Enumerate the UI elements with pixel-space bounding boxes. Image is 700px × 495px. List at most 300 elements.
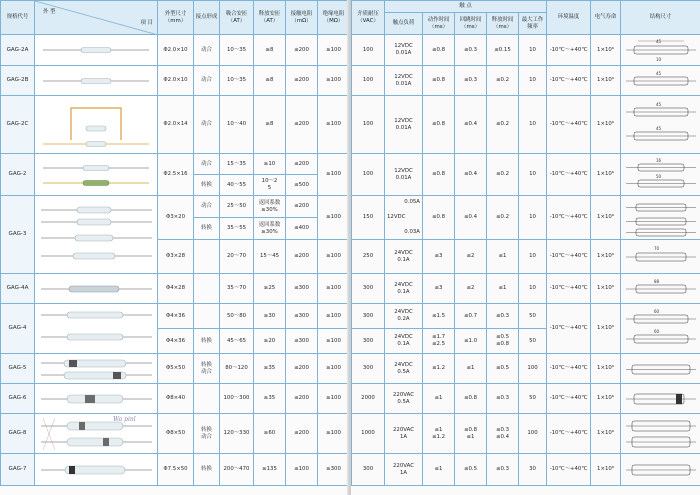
pull-in-value: 45～65 bbox=[220, 329, 254, 354]
freq-value: 10 bbox=[519, 274, 547, 304]
table-row bbox=[352, 454, 700, 486]
release-time-value: ≤0.2 bbox=[487, 196, 519, 240]
release-value: ≥8 bbox=[254, 66, 286, 96]
release-time-value: ≤0.3 bbox=[487, 454, 519, 486]
life-value: 1×10⁶ bbox=[591, 35, 621, 66]
table-row bbox=[1, 304, 350, 329]
contact-res-value: ≤300 bbox=[286, 274, 318, 304]
freq-value: 10 bbox=[519, 35, 547, 66]
right-page bbox=[351, 0, 700, 495]
release-value: ≥30 bbox=[254, 304, 286, 329]
freq-value: 10 bbox=[519, 240, 547, 274]
load-value: 24VDC 0.5A bbox=[385, 354, 423, 384]
contact-res-value: ≤200 bbox=[286, 154, 318, 175]
insulation-res-value: ≥100 bbox=[318, 304, 350, 329]
table-row bbox=[352, 154, 700, 196]
size-value: Φ2.0×10 bbox=[158, 35, 194, 66]
dimension-drawing bbox=[624, 156, 698, 194]
dielectric-value: 300 bbox=[352, 329, 385, 354]
model-code: GAG-6 bbox=[1, 384, 35, 414]
structure-drawing bbox=[621, 274, 700, 304]
dimension-label: 45 bbox=[655, 125, 661, 131]
reed-switch-image bbox=[41, 158, 151, 192]
left-page bbox=[0, 0, 349, 495]
reed-switch-image bbox=[41, 76, 151, 86]
insulation-res-value: ≥100 bbox=[318, 274, 350, 304]
temp-value: -10℃～+40℃ bbox=[547, 35, 591, 66]
bounce-time-value: ≤1.0 bbox=[455, 329, 487, 354]
bounce-time-value: ≤2 bbox=[455, 240, 487, 274]
freq-value: 50 bbox=[519, 329, 547, 354]
temp-value: -10℃～+40℃ bbox=[547, 354, 591, 384]
contact-res-value: ≤200 bbox=[286, 35, 318, 66]
insulation-res-value: ≥100 bbox=[318, 384, 350, 414]
temp-value: -10℃～+40℃ bbox=[547, 196, 591, 240]
pull-in-value: 10～40 bbox=[220, 96, 254, 154]
contact-form-value: 转换 bbox=[194, 175, 220, 196]
contact-form-value: 转换 动合 bbox=[194, 354, 220, 384]
release-value: 15～45 bbox=[254, 240, 286, 274]
load-value: 220VAC 1A bbox=[385, 414, 423, 454]
release-value: ≥25 bbox=[254, 274, 286, 304]
pull-in-value: 200～470 bbox=[220, 454, 254, 486]
freq-value: 10 bbox=[519, 196, 547, 240]
table-row bbox=[352, 196, 700, 240]
header-contact-group: 触 点 bbox=[385, 1, 547, 13]
product-photo bbox=[35, 354, 158, 384]
freq-value: 10 bbox=[519, 154, 547, 196]
header-shape: 外 型 bbox=[43, 8, 56, 15]
contact-res-value: ≤300 bbox=[286, 329, 318, 354]
size-value: Φ4×36 bbox=[158, 304, 194, 329]
pull-in-value: 40～55 bbox=[220, 175, 254, 196]
bounce-time-value: ≤1 bbox=[455, 354, 487, 384]
dimension-drawing bbox=[624, 277, 698, 301]
load-value: 24VDC 0.1A bbox=[385, 240, 423, 274]
load-value: 220VAC 1A bbox=[385, 454, 423, 486]
contact-res-value: ≤500 bbox=[286, 175, 318, 196]
structure-drawing bbox=[621, 454, 700, 486]
op-time-value: ≤1 bbox=[423, 384, 455, 414]
op-time-value: ≤1 ≤1.2 bbox=[423, 414, 455, 454]
structure-drawing bbox=[621, 414, 700, 454]
temp-value: -10℃～+40℃ bbox=[547, 304, 591, 354]
model-code: GAG-8 bbox=[1, 414, 35, 454]
dimension-label: 70 bbox=[653, 245, 659, 251]
size-value: Φ4×28 bbox=[158, 274, 194, 304]
size-value: Φ2.0×10 bbox=[158, 66, 194, 96]
model-code: GAG-4A bbox=[1, 274, 35, 304]
dimension-label: 10 bbox=[655, 57, 661, 62]
op-time-value: ≤1.7 ≤2.5 bbox=[423, 329, 455, 354]
model-code: GAG-2B bbox=[1, 66, 35, 96]
right-spec-table bbox=[351, 0, 700, 486]
pull-in-value: 100～300 bbox=[220, 384, 254, 414]
product-photo bbox=[35, 154, 158, 196]
table-row bbox=[352, 240, 700, 274]
dielectric-value: 300 bbox=[352, 304, 385, 329]
dimension-label: 60 bbox=[653, 328, 659, 334]
release-time-value: ≤0.3 bbox=[487, 384, 519, 414]
model-code: GAG-5 bbox=[1, 354, 35, 384]
release-time-value: ≤0.2 bbox=[487, 154, 519, 196]
load-value: 12VDC 0.01A bbox=[385, 96, 423, 154]
structure-drawing bbox=[621, 66, 700, 96]
load-value: 24VDC 0.1A bbox=[385, 329, 423, 354]
header-release: 释放安匝 （AT） bbox=[254, 1, 286, 35]
bounce-time-value: ≤0.8 bbox=[455, 384, 487, 414]
product-photo bbox=[35, 35, 158, 66]
dimension-label: 45 bbox=[655, 39, 661, 44]
product-photo bbox=[35, 304, 158, 354]
contact-form-value: 转换 动合 bbox=[194, 414, 220, 454]
size-value: Φ2.0×14 bbox=[158, 96, 194, 154]
header-release-time: 释放时间 （ms） bbox=[487, 13, 519, 35]
insulation-res-value: ≥100 bbox=[318, 329, 350, 354]
size-value: Φ8×50 bbox=[158, 414, 194, 454]
table-row bbox=[1, 66, 350, 96]
life-value: 1×10⁶ bbox=[591, 240, 621, 274]
freq-value: 10 bbox=[519, 66, 547, 96]
contact-form-value: 转换 bbox=[194, 454, 220, 486]
dimension-drawing bbox=[624, 198, 698, 238]
product-photo bbox=[35, 66, 158, 96]
bounce-time-value: ≤0.3 bbox=[455, 66, 487, 96]
temp-value: -10℃～+40℃ bbox=[547, 96, 591, 154]
dielectric-value: 250 bbox=[352, 240, 385, 274]
load-value: 12VDC 0.01A bbox=[385, 66, 423, 96]
dielectric-value: 100 bbox=[352, 96, 385, 154]
dielectric-value: 2000 bbox=[352, 384, 385, 414]
insulation-res-value: ≥100 bbox=[318, 35, 350, 66]
bounce-time-value: ≤0.4 bbox=[455, 196, 487, 240]
contact-res-value: ≤200 bbox=[286, 240, 318, 274]
freq-value: 30 bbox=[519, 454, 547, 486]
header-op-time: 动作时间 （ms） bbox=[423, 13, 455, 35]
structure-drawing bbox=[621, 240, 700, 274]
release-value: ≥8 bbox=[254, 35, 286, 66]
bounce-time-value: ≤0.5 bbox=[455, 454, 487, 486]
insulation-res-value: ≥100 bbox=[318, 66, 350, 96]
size-value: Φ3×28 bbox=[158, 240, 194, 274]
reed-switch-image bbox=[41, 100, 151, 150]
life-value: 1×10⁶ bbox=[591, 196, 621, 240]
reed-switch-image bbox=[39, 460, 154, 480]
contact-form-value: 动合 bbox=[194, 66, 220, 96]
model-code: GAG-2 bbox=[1, 154, 35, 196]
header-model: 规格代号 bbox=[1, 1, 35, 35]
table-row bbox=[352, 274, 700, 304]
insulation-res-value: ≥100 bbox=[318, 196, 350, 240]
product-photo bbox=[35, 384, 158, 414]
table-row bbox=[1, 35, 350, 66]
table-row bbox=[352, 96, 700, 154]
product-photo bbox=[35, 274, 158, 304]
pull-in-value: 35～55 bbox=[220, 218, 254, 240]
dimension-drawing bbox=[624, 387, 698, 411]
size-value: Φ8×40 bbox=[158, 384, 194, 414]
structure-drawing bbox=[621, 384, 700, 414]
header-size: 外型尺寸 （mm） bbox=[158, 1, 194, 35]
structure-drawing bbox=[621, 304, 700, 354]
life-value: 1×10⁶ bbox=[591, 304, 621, 354]
table-row bbox=[352, 304, 700, 329]
bounce-time-value: ≤0.4 bbox=[455, 96, 487, 154]
reed-switch-image bbox=[39, 356, 154, 382]
release-value: ≥135 bbox=[254, 454, 286, 486]
reed-switch-image bbox=[39, 283, 154, 295]
header-dielectric: 介质耐压 （VAC） bbox=[352, 1, 385, 35]
op-time-value: ≤0.8 bbox=[423, 35, 455, 66]
structure-drawing bbox=[621, 35, 700, 66]
freq-value: 100 bbox=[519, 354, 547, 384]
op-time-value: ≤3 bbox=[423, 274, 455, 304]
op-time-value: ≤0.8 bbox=[423, 96, 455, 154]
dimension-drawing bbox=[624, 357, 698, 381]
structure-drawing bbox=[621, 196, 700, 240]
freq-value: 50 bbox=[519, 304, 547, 329]
reed-switch-image bbox=[41, 45, 151, 55]
reed-switch-image bbox=[39, 307, 154, 351]
diagonal-divider bbox=[35, 1, 158, 35]
dielectric-value: 300 bbox=[352, 354, 385, 384]
load-value: 12VDC 0.01A bbox=[385, 35, 423, 66]
contact-form-value: 转换 bbox=[194, 329, 220, 354]
structure-drawing bbox=[621, 96, 700, 154]
insulation-res-value: ≥300 bbox=[318, 454, 350, 486]
table-row bbox=[1, 154, 350, 175]
temp-value: -10℃～+40℃ bbox=[547, 414, 591, 454]
release-value: ≥60 bbox=[254, 414, 286, 454]
bounce-time-value: ≤2 bbox=[455, 274, 487, 304]
reed-switch-image bbox=[39, 202, 154, 268]
release-time-value: ≤0.2 bbox=[487, 66, 519, 96]
release-value: ≥35 bbox=[254, 354, 286, 384]
dielectric-value: 100 bbox=[352, 35, 385, 66]
contact-res-value: ≤400 bbox=[286, 218, 318, 240]
load-value: 12VDC 0.01A bbox=[385, 154, 423, 196]
temp-value: -10℃～+40℃ bbox=[547, 454, 591, 486]
header-pull-in: 吸合安匝 （AT） bbox=[220, 1, 254, 35]
temp-value: -10℃～+40℃ bbox=[547, 240, 591, 274]
release-time-value: ≤1 bbox=[487, 274, 519, 304]
insulation-res-value: ≥100 bbox=[318, 414, 350, 454]
temp-value: -10℃～+40℃ bbox=[547, 66, 591, 96]
dielectric-value: 300 bbox=[352, 274, 385, 304]
header-load: 触点负荷 bbox=[385, 13, 423, 35]
release-value: 返回系数 ≥30% bbox=[254, 218, 286, 240]
life-value: 1×10⁶ bbox=[591, 274, 621, 304]
dimension-drawing bbox=[624, 307, 698, 351]
header-item-shape bbox=[35, 1, 158, 35]
dimension-label: 60 bbox=[653, 308, 659, 314]
contact-form-value: 转换 bbox=[194, 218, 220, 240]
op-time-value: ≤3 bbox=[423, 240, 455, 274]
table-row bbox=[1, 454, 350, 486]
release-value: ≥8 bbox=[254, 96, 286, 154]
table-row bbox=[352, 35, 700, 66]
contact-form-value: 动合 bbox=[194, 96, 220, 154]
pull-in-value: 50～80 bbox=[220, 304, 254, 329]
life-value: 1×10⁶ bbox=[591, 454, 621, 486]
insulation-res-value: ≥100 bbox=[318, 96, 350, 154]
contact-res-value: ≤200 bbox=[286, 66, 318, 96]
header-contact-res: 接触电阻 （mΩ） bbox=[286, 1, 318, 35]
pull-in-value: 10～35 bbox=[220, 66, 254, 96]
header-insulation-res: 绝缘电阻 （MΩ） bbox=[318, 1, 350, 35]
structure-drawing bbox=[621, 154, 700, 196]
table-row bbox=[352, 354, 700, 384]
release-value: ≥20 bbox=[254, 329, 286, 354]
release-time-value: ≤0.3 bbox=[487, 304, 519, 329]
load-value: 24VDC 0.1A bbox=[385, 274, 423, 304]
freq-value: 10 bbox=[519, 96, 547, 154]
contact-form-value bbox=[194, 274, 220, 304]
freq-value: 100 bbox=[519, 414, 547, 454]
dielectric-value: 1000 bbox=[352, 414, 385, 454]
release-value: ≥35 bbox=[254, 384, 286, 414]
load-value: 24VDC 0.2A bbox=[385, 304, 423, 329]
pull-in-value: 80～120 bbox=[220, 354, 254, 384]
header-max-freq: 最大工作 频率 bbox=[519, 13, 547, 35]
table-row bbox=[1, 274, 350, 304]
pull-in-value: 120～330 bbox=[220, 414, 254, 454]
bounce-time-value: ≤0.8 ≤1 bbox=[455, 414, 487, 454]
left-spec-table bbox=[0, 0, 350, 486]
pull-in-value: 15～35 bbox=[220, 154, 254, 175]
header-bounce-time: 回跳时间 （ms） bbox=[455, 13, 487, 35]
contact-form-value bbox=[194, 384, 220, 414]
life-value: 1×10⁶ bbox=[591, 154, 621, 196]
release-value: 10～2 5 bbox=[254, 175, 286, 196]
dielectric-value: 150 bbox=[352, 196, 385, 240]
table-row bbox=[1, 96, 350, 154]
dimension-label: 50 bbox=[655, 173, 661, 179]
model-code: GAG-2A bbox=[1, 35, 35, 66]
dimension-drawing bbox=[624, 243, 698, 271]
header-contact-form: 接点形成 bbox=[194, 1, 220, 35]
load-current-a: 0.05A bbox=[404, 199, 420, 205]
reed-switch-image bbox=[39, 388, 154, 410]
dimension-label: 88 bbox=[653, 278, 659, 284]
bounce-time-value: ≤0.7 bbox=[455, 304, 487, 329]
contact-res-value: ≤200 bbox=[286, 96, 318, 154]
contact-form-value: 动合 bbox=[194, 196, 220, 218]
table-row bbox=[1, 196, 350, 218]
op-time-value: ≤1.2 bbox=[423, 354, 455, 384]
contact-form-value: 动合 bbox=[194, 35, 220, 66]
contact-form-value bbox=[194, 240, 220, 274]
model-code: GAG-4 bbox=[1, 304, 35, 354]
model-code: GAG-2C bbox=[1, 96, 35, 154]
contact-res-value: ≤100 bbox=[286, 454, 318, 486]
header-life: 电气寿命 bbox=[591, 1, 621, 35]
dimension-drawing bbox=[624, 100, 698, 150]
load-voltage: 12VDC bbox=[387, 214, 406, 220]
load-value: 220VAC 0.5A bbox=[385, 384, 423, 414]
dimension-drawing bbox=[624, 457, 698, 483]
release-time-value: ≤0.5 bbox=[487, 354, 519, 384]
table-row bbox=[1, 384, 350, 414]
size-value: Φ3×20 bbox=[158, 196, 194, 240]
temp-value: -10℃～+40℃ bbox=[547, 274, 591, 304]
life-value: 1×10⁶ bbox=[591, 66, 621, 96]
table-row bbox=[352, 384, 700, 414]
contact-res-value: ≤200 bbox=[286, 354, 318, 384]
size-value: Φ5×50 bbox=[158, 354, 194, 384]
pull-in-value: 20～70 bbox=[220, 240, 254, 274]
life-value: 1×10⁶ bbox=[591, 414, 621, 454]
table-row bbox=[1, 354, 350, 384]
contact-res-value: ≤200 bbox=[286, 414, 318, 454]
op-time-value: ≤1 bbox=[423, 454, 455, 486]
product-photo bbox=[35, 414, 158, 454]
release-time-value: ≤1 bbox=[487, 240, 519, 274]
dimension-drawing bbox=[624, 37, 698, 63]
dielectric-value: 100 bbox=[352, 154, 385, 196]
dimension-drawing bbox=[624, 69, 698, 93]
structure-drawing bbox=[621, 354, 700, 384]
pull-in-value: 35～70 bbox=[220, 274, 254, 304]
product-photo bbox=[35, 454, 158, 486]
dimension-label: 45 bbox=[655, 101, 661, 107]
product-photo bbox=[35, 96, 158, 154]
insulation-res-value: ≥100 bbox=[318, 354, 350, 384]
contact-res-value: ≤200 bbox=[286, 384, 318, 414]
size-value: Φ4×36 bbox=[158, 329, 194, 354]
op-time-value: ≤0.8 bbox=[423, 154, 455, 196]
pull-in-value: 10～35 bbox=[220, 35, 254, 66]
size-value: Φ7.5×50 bbox=[158, 454, 194, 486]
load-current-b: 0.03A bbox=[404, 229, 420, 236]
load-value bbox=[385, 196, 423, 240]
temp-value: -10℃～+40℃ bbox=[547, 154, 591, 196]
bounce-time-value: ≤0.4 bbox=[455, 154, 487, 196]
contact-res-value: ≤300 bbox=[286, 304, 318, 329]
contact-form-value: 动合 bbox=[194, 154, 220, 175]
life-value: 1×10⁶ bbox=[591, 96, 621, 154]
release-time-value: ≤0.5 ≤0.8 bbox=[487, 329, 519, 354]
release-value: ≥10 bbox=[254, 154, 286, 175]
contact-form-value bbox=[194, 304, 220, 329]
op-time-value: ≤0.8 bbox=[423, 196, 455, 240]
pull-in-value: 25～50 bbox=[220, 196, 254, 218]
product-photo bbox=[35, 196, 158, 274]
release-time-value: ≤0.2 bbox=[487, 96, 519, 154]
dielectric-value: 100 bbox=[352, 66, 385, 96]
contact-res-value: ≤200 bbox=[286, 196, 318, 218]
size-value: Φ2.5×16 bbox=[158, 154, 194, 196]
life-value: 1×10⁶ bbox=[591, 384, 621, 414]
dimension-drawing bbox=[624, 417, 698, 451]
insulation-res-value: ≥100 bbox=[318, 240, 350, 274]
bounce-time-value: ≤0.3 bbox=[455, 35, 487, 66]
header-item: 项 目 bbox=[140, 19, 153, 26]
release-value: 返回系数 ≥30% bbox=[254, 196, 286, 218]
table-row bbox=[352, 66, 700, 96]
op-time-value: ≤0.8 bbox=[423, 66, 455, 96]
reed-switch-image bbox=[39, 416, 154, 452]
temp-value: -10℃～+40℃ bbox=[547, 384, 591, 414]
release-time-value: ≤0.15 bbox=[487, 35, 519, 66]
model-code: GAG-3 bbox=[1, 196, 35, 274]
handwritten-note: Wa pinl bbox=[113, 416, 136, 423]
dimension-label: 16 bbox=[655, 157, 661, 163]
freq-value: 50 bbox=[519, 384, 547, 414]
table-row bbox=[352, 414, 700, 454]
release-time-value: ≤0.3 ≤0.4 bbox=[487, 414, 519, 454]
op-time-value: ≤1.5 bbox=[423, 304, 455, 329]
